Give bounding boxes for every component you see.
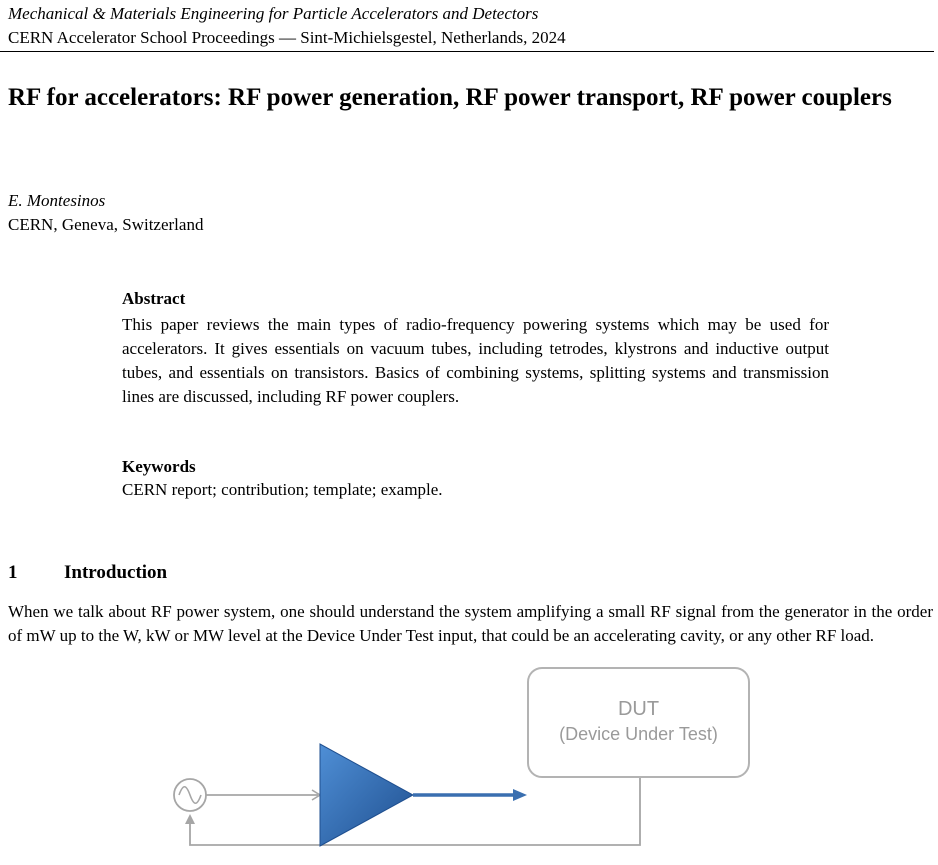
- abstract-text: This paper reviews the main types of radio-frequency powering systems which may be used for accelerators. It gives essentials on vacuum tubes, including tetrodes, klystrons and inductive output tubes, and essentials on transistors. Basics of combining systems, splitting systems and transmission lines are discussed, including RF power couplers.: [122, 315, 829, 406]
- section-number: 1: [8, 562, 18, 583]
- output-power-arrow: [413, 789, 527, 801]
- header-series: Mechanical & Materials Engineering for Particle Accelerators and Detectors: [8, 4, 539, 23]
- feedback-loop-line: [185, 769, 640, 845]
- keywords-text: CERN report; contribution; template; example.: [122, 480, 443, 499]
- rf-power-system-diagram: [0, 660, 938, 865]
- amplifier-triangle-icon: [320, 744, 413, 846]
- header-rule: [0, 51, 934, 52]
- signal-generator-icon: [174, 779, 206, 811]
- paper-title: RF for accelerators: RF power generation, RF power transport, RF power couplers: [8, 84, 892, 111]
- dut-title: DUT: [617, 698, 660, 720]
- section-title: Introduction: [64, 562, 168, 583]
- dut-subtitle: (Device Under Test): [559, 724, 718, 744]
- header-proceedings: CERN Accelerator School Proceedings ― Sint-Michielsgestel, Netherlands, 2024: [8, 28, 566, 47]
- keywords-heading: Keywords: [122, 457, 196, 476]
- intro-paragraph: When we talk about RF power system, one should understand the system amplifying a small RF signal from the generator in the order of mW up to the W, kW or MW level at the Device Under Test input, that could be an accelerating cavity, or any other RF load.: [8, 602, 933, 645]
- author-affiliation: CERN, Geneva, Switzerland: [8, 215, 204, 234]
- author-name: E. Montesinos: [8, 191, 106, 210]
- input-signal-arrow: [206, 790, 320, 800]
- dut-box: [528, 668, 749, 777]
- abstract-heading: Abstract: [122, 289, 186, 308]
